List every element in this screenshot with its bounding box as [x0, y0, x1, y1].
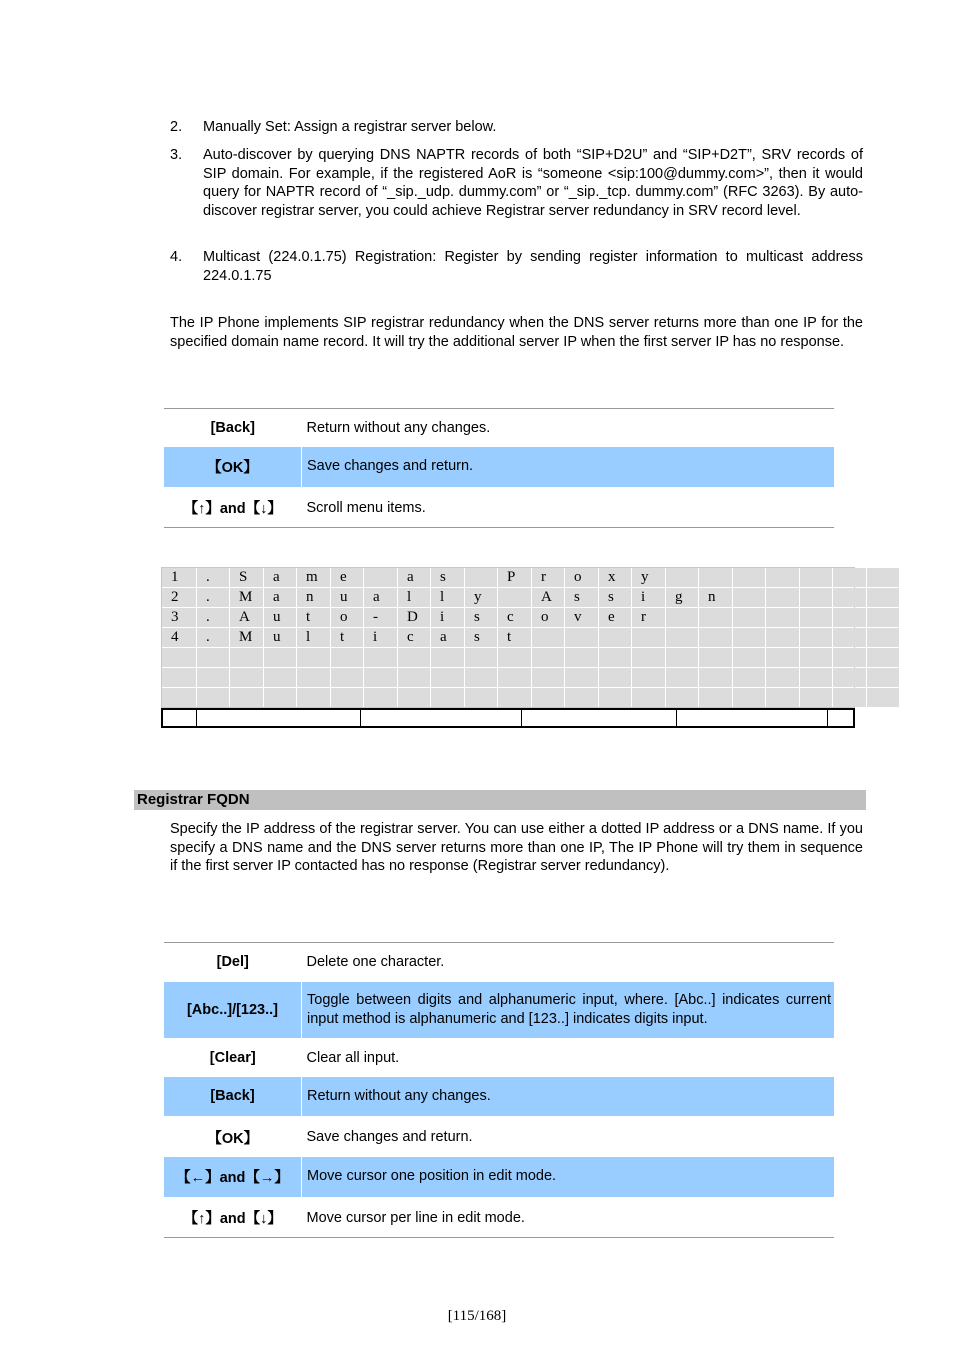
lcd-char-cell: s [465, 608, 497, 627]
list-number: 3. [170, 147, 183, 163]
lcd-char-cell [666, 668, 698, 687]
lcd-char-cell [733, 608, 765, 627]
lcd-char-cell: e [331, 568, 363, 587]
lcd-char-cell: 2 [162, 588, 196, 607]
lcd-char-cell: a [364, 588, 397, 607]
lcd-char-cell [297, 668, 330, 687]
lcd-char-cell: o [532, 608, 564, 627]
lcd-char-cell [867, 688, 899, 707]
lcd-char-cell [800, 568, 832, 587]
lcd-char-cell: t [331, 628, 363, 647]
lcd-char-cell [431, 668, 464, 687]
lcd-char-cell: s [465, 628, 497, 647]
lcd-char-cell [867, 648, 899, 667]
lcd-char-cell [297, 688, 330, 707]
lcd-char-cell [766, 588, 799, 607]
lcd-char-cell [532, 648, 564, 667]
lcd-char-cell: a [264, 568, 296, 587]
table-row [164, 1157, 834, 1198]
lcd-char-cell [867, 588, 899, 607]
lcd-char-cell: M [230, 628, 263, 647]
list-text: Manually Set: Assign a registrar server below. [203, 119, 497, 135]
lcd-char-cell [833, 648, 866, 667]
lcd-char-cell [431, 648, 464, 667]
lcd-softkey-bar [161, 708, 855, 728]
lcd-char-cell [833, 568, 866, 587]
lcd-char-cell [766, 628, 799, 647]
lcd-char-cell [465, 648, 497, 667]
lcd-char-cell: i [431, 608, 464, 627]
lcd-char-cell [666, 648, 698, 667]
list-item [170, 248, 863, 285]
lcd-char-cell: v [565, 608, 598, 627]
lcd-char-cell: s [431, 568, 464, 587]
lcd-char-cell: P [498, 568, 531, 587]
list-number: 4. [170, 249, 183, 265]
lcd-char-cell [364, 648, 397, 667]
lcd-char-cell [666, 608, 698, 627]
list-number: 2. [170, 119, 183, 135]
lcd-char-cell: u [331, 588, 363, 607]
lcd-char-cell [800, 668, 832, 687]
key-table-menu [164, 408, 834, 528]
lcd-char-cell: n [699, 588, 732, 607]
lcd-char-cell: a [264, 588, 296, 607]
lcd-char-cell: 4 [162, 628, 196, 647]
lcd-char-cell [498, 648, 531, 667]
lcd-char-cell [699, 648, 732, 667]
lcd-char-cell [666, 568, 698, 587]
lcd-char-cell [833, 628, 866, 647]
table-row [164, 982, 834, 1039]
key-label: 【←】and【→】 [164, 1157, 302, 1198]
lcd-char-cell [833, 588, 866, 607]
lcd-char-cell [230, 648, 263, 667]
lcd-char-cell [197, 668, 229, 687]
lcd-char-cell: a [398, 568, 430, 587]
lcd-char-cell [599, 668, 631, 687]
list-item [170, 118, 863, 137]
lcd-char-cell [431, 688, 464, 707]
lcd-char-cell [230, 688, 263, 707]
key-description: Delete one character. [306, 954, 445, 970]
lcd-char-cell [766, 648, 799, 667]
softkey-slot [197, 710, 361, 726]
key-description: Return without any changes. [302, 1077, 835, 1117]
lcd-char-cell [197, 688, 229, 707]
page-number: [115/168] [447, 1308, 507, 1324]
lcd-char-cell [632, 688, 665, 707]
lcd-char-cell [599, 648, 631, 667]
lcd-char-cell [632, 668, 665, 687]
fqdn-paragraph: Specify the IP address of the registrar server. You can use either a dotted IP address or a DNS name. If you specify a DNS name and the DNS server returns more than one IP, The IP Phone will try them in sequence if the first server IP contacted has no response (Registrar server redundancy). [170, 821, 863, 874]
lcd-char-cell: y [465, 588, 497, 607]
table-row [164, 1198, 834, 1238]
lcd-char-cell [867, 608, 899, 627]
softkey-slot [522, 710, 677, 726]
lcd-char-cell [766, 568, 799, 587]
key-label: [Back] [210, 419, 255, 436]
lcd-char-cell [498, 688, 531, 707]
key-label: 【↑】and【↓】 [183, 1211, 282, 1228]
section-heading: Registrar FQDN [134, 790, 866, 810]
lcd-char-cell: y [632, 568, 665, 587]
lcd-char-cell [264, 668, 296, 687]
lcd-char-cell: r [632, 608, 665, 627]
lcd-char-cell: l [398, 588, 430, 607]
lcd-char-cell: M [230, 588, 263, 607]
lcd-char-cell [766, 668, 799, 687]
lcd-char-cell: r [532, 568, 564, 587]
lcd-char-cell [800, 688, 832, 707]
list-item [170, 146, 863, 220]
lcd-char-cell [398, 688, 430, 707]
lcd-char-cell [465, 568, 497, 587]
lcd-char-cell: . [197, 608, 229, 627]
softkey-slot [361, 710, 522, 726]
lcd-char-cell: A [532, 588, 564, 607]
list-text: Auto-discover by querying DNS NAPTR records of both “SIP+D2U” and “SIP+D2T”, SRV records of SIP domain. For example, if the registered AoR is “someone <sip:100@dummy.com>”, then it would query for NAPTR record of “_sip._udp. dummy.com” or “_sip._tcp. dummy.com” (RFC 3263). By auto-discover registrar server, you could achieve Registrar server redundancy in SRV record level. [203, 147, 863, 219]
key-label: 【OK】 [164, 447, 302, 488]
lcd-char-cell [800, 588, 832, 607]
key-label: [Clear] [209, 1050, 256, 1066]
lcd-char-cell: c [398, 628, 430, 647]
lcd-char-cell [733, 568, 765, 587]
lcd-char-cell: e [599, 608, 631, 627]
lcd-char-cell: D [398, 608, 430, 627]
lcd-char-cell [733, 648, 765, 667]
lcd-char-cell [599, 628, 631, 647]
lcd-char-cell [565, 648, 598, 667]
key-description: Toggle between digits and alphanumeric input, where. [Abc..] indicates current input method is alphanumeric and [123..] indicates digits input. [302, 982, 835, 1039]
lcd-char-cell [364, 688, 397, 707]
lcd-char-cell: t [498, 628, 531, 647]
lcd-char-cell [398, 648, 430, 667]
lcd-char-cell [699, 668, 732, 687]
lcd-char-cell: . [197, 628, 229, 647]
lcd-char-cell [699, 688, 732, 707]
redundancy-paragraph: The IP Phone implements SIP registrar redundancy when the DNS server returns more than one IP for the specified domain name record. It will try the additional server IP when the first server IP has no response. [170, 315, 863, 350]
lcd-grid [161, 567, 855, 708]
lcd-char-cell [599, 688, 631, 707]
lcd-char-cell: o [565, 568, 598, 587]
lcd-char-cell: u [264, 608, 296, 627]
lcd-char-cell [532, 688, 564, 707]
lcd-char-cell [733, 588, 765, 607]
lcd-char-cell: - [364, 608, 397, 627]
lcd-char-cell [666, 688, 698, 707]
list-text: Multicast (224.0.1.75) Registration: Register by sending register information to multicast address 224.0.1.75 [203, 249, 863, 284]
lcd-char-cell: 3 [162, 608, 196, 627]
table-row [164, 943, 834, 982]
lcd-char-cell: . [197, 588, 229, 607]
lcd-char-cell [532, 668, 564, 687]
lcd-char-cell [833, 688, 866, 707]
lcd-char-cell [162, 688, 196, 707]
lcd-char-cell: n [297, 588, 330, 607]
lcd-char-cell: 1 [162, 568, 196, 587]
table-row [164, 1117, 834, 1157]
lcd-char-cell [800, 608, 832, 627]
lcd-char-cell: S [230, 568, 263, 587]
lcd-screen [161, 567, 855, 728]
lcd-char-cell: o [331, 608, 363, 627]
lcd-char-cell: i [364, 628, 397, 647]
lcd-char-cell [733, 628, 765, 647]
table-row [164, 409, 834, 447]
lcd-char-cell [833, 608, 866, 627]
lcd-char-cell [264, 648, 296, 667]
lcd-char-cell [364, 668, 397, 687]
lcd-char-cell [867, 628, 899, 647]
lcd-char-cell: a [431, 628, 464, 647]
table-row [164, 447, 834, 488]
lcd-char-cell [465, 668, 497, 687]
lcd-char-cell: g [666, 588, 698, 607]
lcd-char-cell [632, 628, 665, 647]
lcd-char-cell [699, 628, 732, 647]
lcd-char-cell [699, 608, 732, 627]
lcd-char-cell [498, 668, 531, 687]
key-description: Scroll menu items. [306, 499, 426, 516]
lcd-char-cell [465, 688, 497, 707]
key-label: [Del] [216, 954, 249, 971]
key-table-edit [164, 942, 834, 1238]
lcd-char-cell: t [297, 608, 330, 627]
lcd-char-cell [331, 688, 363, 707]
key-label: 【↑】and【↓】 [183, 501, 282, 518]
lcd-char-cell [833, 668, 866, 687]
lcd-char-cell: m [297, 568, 330, 587]
lcd-char-cell: l [297, 628, 330, 647]
lcd-char-cell [162, 648, 196, 667]
lcd-char-cell [766, 688, 799, 707]
lcd-char-cell [297, 648, 330, 667]
key-description: Save changes and return. [306, 1128, 473, 1145]
key-description: Move cursor per line in edit mode. [306, 1209, 525, 1226]
lcd-char-cell [565, 688, 598, 707]
lcd-char-cell: s [599, 588, 631, 607]
lcd-char-cell [800, 628, 832, 647]
lcd-char-cell [331, 648, 363, 667]
softkey-slot [677, 710, 828, 726]
lcd-char-cell: l [431, 588, 464, 607]
lcd-char-cell: x [599, 568, 631, 587]
lcd-char-cell [398, 668, 430, 687]
key-description: Clear all input. [306, 1049, 400, 1066]
lcd-char-cell [867, 668, 899, 687]
key-label: [Abc..]/[123..] [164, 982, 302, 1039]
softkey-slot [828, 710, 853, 726]
table-row [164, 488, 834, 528]
table-row [164, 1077, 834, 1117]
lcd-char-cell [733, 668, 765, 687]
table-row [164, 1039, 834, 1077]
lcd-char-cell: . [197, 568, 229, 587]
lcd-char-cell [733, 688, 765, 707]
key-label: 【OK】 [207, 1130, 259, 1147]
lcd-char-cell [666, 628, 698, 647]
lcd-char-cell [867, 568, 899, 587]
lcd-char-cell [632, 648, 665, 667]
lcd-char-cell: i [632, 588, 665, 607]
lcd-char-cell [565, 668, 598, 687]
lcd-char-cell: u [264, 628, 296, 647]
lcd-char-cell: A [230, 608, 263, 627]
key-description: Return without any changes. [306, 419, 491, 436]
key-label: [Back] [164, 1077, 302, 1117]
lcd-char-cell [230, 668, 263, 687]
lcd-char-cell [331, 668, 363, 687]
key-description: Save changes and return. [302, 447, 835, 488]
lcd-char-cell [800, 648, 832, 667]
lcd-char-cell [565, 628, 598, 647]
lcd-char-cell [197, 648, 229, 667]
lcd-char-cell: s [565, 588, 598, 607]
lcd-char-cell [766, 608, 799, 627]
softkey-slot [163, 710, 197, 726]
lcd-char-cell [532, 628, 564, 647]
lcd-char-cell [264, 688, 296, 707]
lcd-char-cell [162, 668, 196, 687]
lcd-char-cell [364, 568, 397, 587]
key-description: Move cursor one position in edit mode. [302, 1157, 835, 1198]
lcd-char-cell [699, 568, 732, 587]
lcd-char-cell: c [498, 608, 531, 627]
lcd-char-cell [498, 588, 531, 607]
